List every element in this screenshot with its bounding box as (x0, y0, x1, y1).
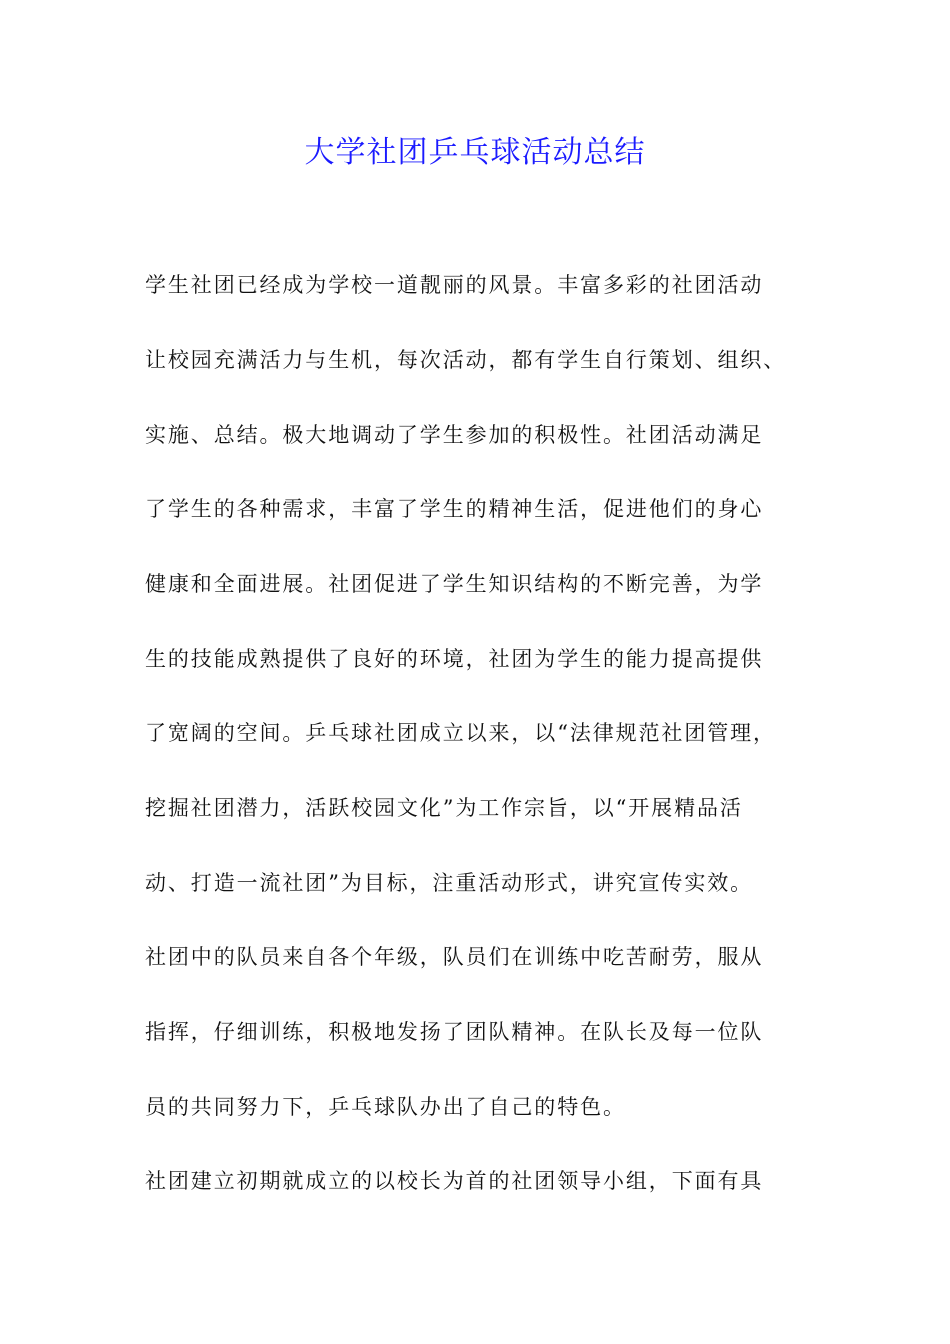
document-title: 大学社团乒乓球活动总结 (304, 135, 646, 170)
body-line-12: 员的共同努力下，乒乓球队办出了自己的特色。 (145, 1095, 626, 1119)
body-line-6: 生的技能成熟提供了良好的环境，社团为学生的能力提高提供 (145, 647, 764, 671)
body-line-5: 健康和全面进展。社团促进了学生知识结构的不断完善，为学 (145, 572, 764, 596)
body-line-1: 学生社团已经成为学校一道靓丽的风景。丰富多彩的社团活动 (145, 273, 764, 297)
body-line-4: 了学生的各种需求，丰富了学生的精神生活，促进他们的身心 (145, 497, 764, 521)
body-line-9: 动、打造一流社团”为目标，注重活动形式，讲究宣传实效。 (145, 871, 754, 895)
body-line-10: 社团中的队员来自各个年级，队员们在训练中吃苦耐劳，服从 (145, 945, 764, 969)
body-line-7: 了宽阔的空间。乒乓球社团成立以来，以“法律规范社团管理， (145, 721, 776, 745)
body-line-2: 让校园充满活力与生机，每次活动，都有学生自行策划、组织、 (145, 348, 787, 372)
body-line-8: 挖掘社团潜力，活跃校园文化”为工作宗旨，以“开展精品活 (145, 796, 743, 820)
body-line-11: 指挥，仔细训练，积极地发扬了团队精神。在队长及每一位队 (145, 1020, 764, 1044)
body-line-13: 社团建立初期就成立的以校长为首的社团领导小组，下面有具 (145, 1169, 764, 1193)
body-line-3: 实施、总结。极大地调动了学生参加的积极性。社团活动满足 (145, 423, 764, 447)
